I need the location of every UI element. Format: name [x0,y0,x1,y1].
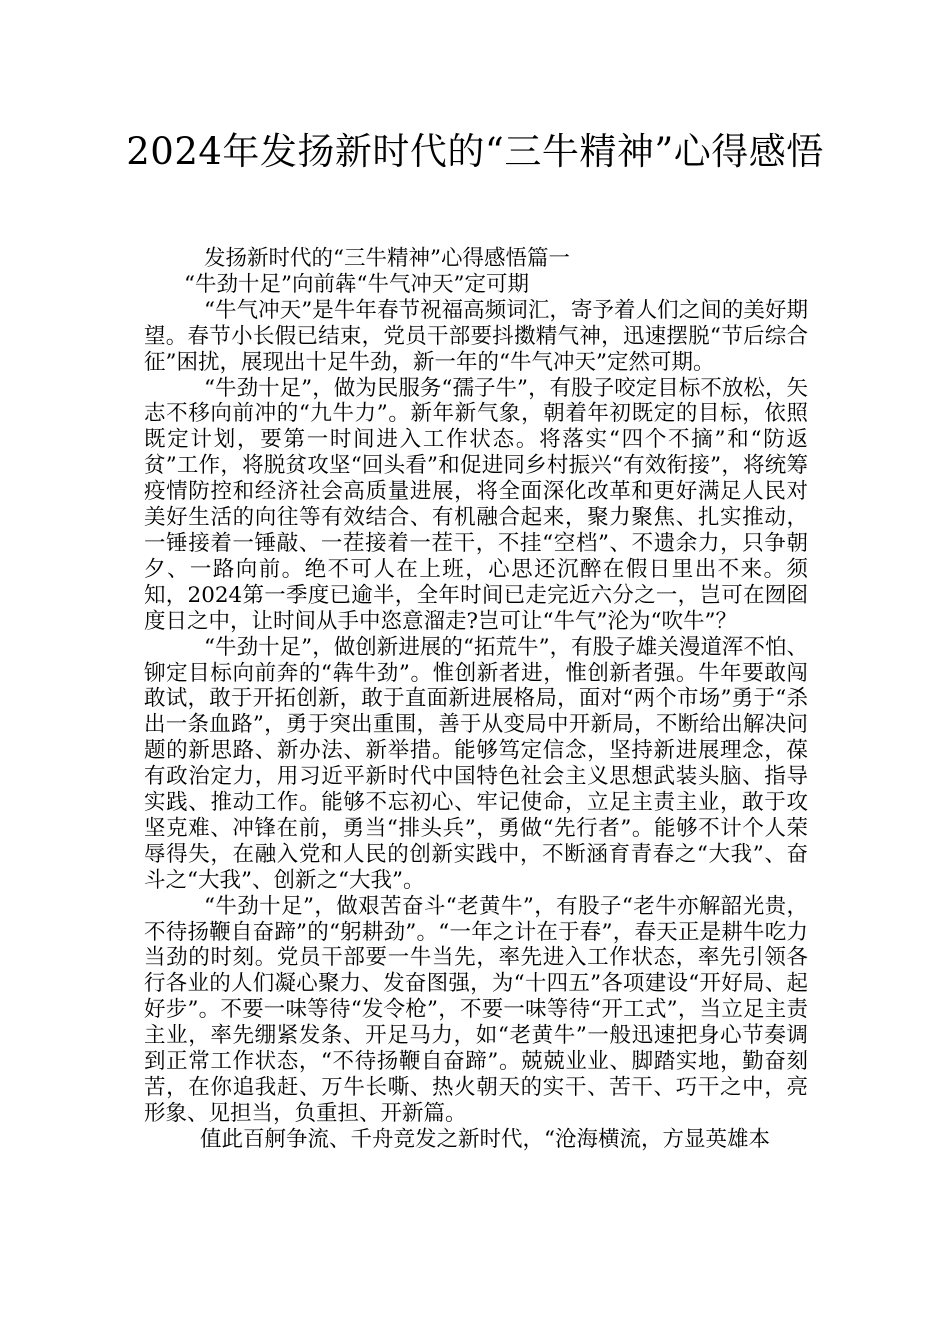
section-heading: 发扬新时代的“三牛精神”心得感悟篇一 [204,246,570,271]
body-paragraph: “牛劲十足”，做为民服务“孺子牛”，有股子咬定目标不放松，矢志不移向前冲的“九牛力”。新年新气象，朝着年初既定的目标，依照既定计划，要第一时间进入工作状态。将落实“四个不摘”和“防返贫”工作，将脱贫攻坚“回头看”和促进同乡村振兴“有效衔接”，将统筹疫情防控和经济社会高质量进展，将全面深化改革和更好满足人民对美好生活的向往等有效结合、有机融合起来，聚力聚焦、扎实推动，一锤接着一锤敲、一茬接着一茬干，不挂“空档”、不遗余力，只争朝夕、一路向前。绝不可人在上班，心思还沉醉在假日里出不来。须知，2024第一季度已逾半，全年时间已走完近六分之一，岂可在囫囵度日之中，让时间从手中恣意溜走?岂可让“牛气”沦为“吹牛”？ [144,375,808,634]
subtitle-line: “牛劲十足”向前犇“牛气冲天”定可期 [184,271,529,297]
document-title: 2024年发扬新时代的“三牛精神”心得感悟 [126,130,824,173]
body-paragraph: “牛气冲天”是牛年春节祝福高频词汇，寄予着人们之间的美好期望。春节小长假已结束，党员干部要抖擞精气神，迅速摆脱“节后综合征”困扰，展现出十足牛劲，新一年的“牛气冲天”定然可期。 [144,297,808,375]
body-paragraph: 值此百舸争流、千舟竞发之新时代，“沧海横流，方显英雄本 [200,1126,770,1152]
document-body [144,246,808,1153]
body-paragraph: “牛劲十足”，做艰苦奋斗“老黄牛”，有股子“老牛亦解韶光贵，不待扬鞭自奋蹄”的“躬耕劲”。“一年之计在于春”，春天正是耕牛吃力当劲的时刻。党员干部要一牛当先，率先进入工作状态，率先引领各行各业的人们凝心聚力、发奋图强，为“十四五”各项建设“开好局、起好步”。不要一味等待“发令枪”，不要一味等待“开工式”，当立足主责主业，率先绷紧发条、开足马力，如“老黄牛”一般迅速把身心节奏调到正常工作状态，“不待扬鞭自奋蹄”。兢兢业业、脚踏实地，勤奋刻苦，在你追我赶、万牛长嘶、热火朝天的实干、苦干、巧干之中，亮形象、见担当，负重担、开新篇。 [144,893,808,1126]
body-paragraph: “牛劲十足”，做创新进展的“拓荒牛”，有股子雄关漫道浑不怕、铆定目标向前奔的“犇牛劲”。惟创新者进，惟创新者强。牛年要敢闯敢试，敢于开拓创新，敢于直面新进展格局，面对“两个市场”勇于“杀出一条血路”，勇于突出重围，善于从变局中开新局，不断给出解决问题的新思路、新办法、新举措。能够笃定信念，坚持新进展理念，葆有政治定力，用习近平新时代中国特色社会主义思想武装头脑、指导实践、推动工作。能够不忘初心、牢记使命，立足主责主业，敢于攻坚克难、冲锋在前，勇当“排头兵”，勇做“先行者”。能够不计个人荣辱得失，在融入党和人民的创新实践中，不断涵育青春之“大我”、奋斗之“大我”、创新之“大我”。 [144,634,808,893]
